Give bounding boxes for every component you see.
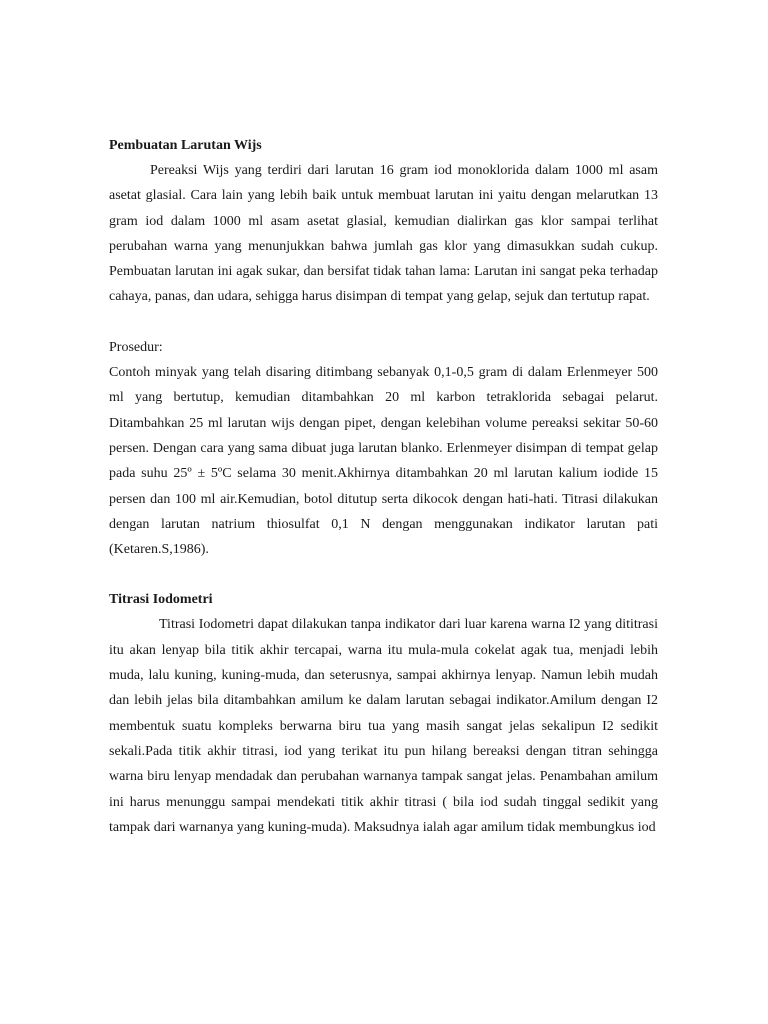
paragraph-gap (109, 562, 658, 587)
document-page (109, 133, 658, 840)
section-heading-larutan-wijs: Pembuatan Larutan Wijs (109, 138, 262, 153)
prosedur-label: Prosedur: (109, 339, 163, 355)
paragraph-gap (109, 310, 658, 335)
paragraph-larutan-wijs: Pereaksi Wijs yang terdiri dari larutan 16 gram iod monoklorida dalam 1000 ml asam asetat glasial. Cara lain yang lebih baik untuk membuat larutan ini yaitu dengan melarutkan 13 gram iod dalam 1000 ml asam asetat glasial, kemudian dialirkan gas klor sampai terlihat perubahan warna yang menunjukkan bahwa jumlah gas klor yang dimasukkan sudah cukup. Pembuatan larutan ini agak sukar, dan bersifat tidak tahan lama: Larutan ini sangat peka terhadap cahaya, panas, dan udara, sehigga harus disimpan di tempat yang gelap, sejuk dan tertutup rapat. (109, 163, 658, 305)
paragraph-prosedur: Contoh minyak yang telah disaring ditimbang sebanyak 0,1-0,5 gram di dalam Erlenmeyer 500 ml yang bertutup, kemudian ditambahkan 20 ml karbon tetraklorida sebagai pelarut. Ditambahkan 25 ml larutan wijs dengan pipet, dengan kelebihan volume pereaksi sekitar 50-60 persen. Dengan cara yang sama dibuat juga larutan blanko. Erlenmeyer disimpan di tempat gelap pada suhu 25º ± 5ºC selama 30 menit.Akhirnya ditambahkan 20 ml larutan kalium iodide 15 persen dan 100 ml air.Kemudian, botol ditutup serta dikocok dengan hati-hati. Titrasi dilakukan dengan larutan natrium thiosulfat 0,1 N dengan menggunakan indikator larutan pati (Ketaren.S,1986). (109, 365, 658, 558)
section-heading-titrasi-iodometri: Titrasi Iodometri (109, 592, 213, 608)
paragraph-titrasi-iodometri: Titrasi Iodometri dapat dilakukan tanpa indikator dari luar karena warna I2 yang dititrasi itu akan lenyap bila titik akhir tercapai, warna itu mula-mula cokelat agak tua, menjadi lebih muda, lalu kuning, kuning-muda, dan seterusnya, sampai akhirnya lenyap. Namun lebih mudah dan lebih jelas bila ditambahkan amilum ke dalam larutan sebagai indikator.Amilum dengan I2 membentuk suatu kompleks berwarna biru tua yang masih sangat jelas sekalipun I2 sedikit sekali.Pada titik akhir titrasi, iod yang terikat itu pun hilang bereaksi dengan titran sehingga warna biru lenyap mendadak dan perubahan warnanya tampak sangat jelas. Penambahan amilum ini harus menunggu sampai mendekati titik akhir titrasi ( bila iod sudah tinggal sedikit yang tampak dari warnanya yang kuning-muda). Maksudnya ialah agar amilum tidak membungkus iod (109, 617, 658, 835)
